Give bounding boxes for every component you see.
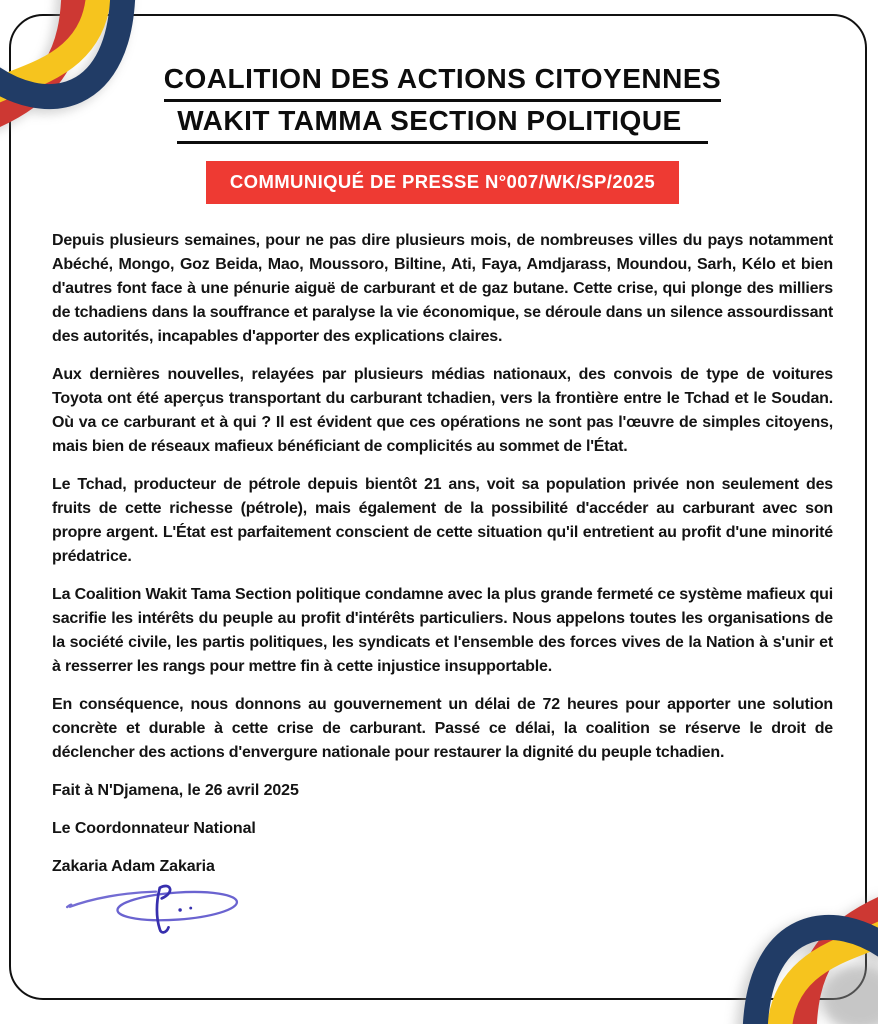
document-content <box>11 16 865 937</box>
paragraph-4: La Coalition Wakit Tama Section politique condamne avec la plus grande fermeté ce système mafieux qui sacrifie les intérêts du peuple au profit d'intérêts particuliers. Nous appelons toutes les organisations de la société civile, les partis politiques, les syndicats et l'ensemble des forces vives de la Nation à s'unir et à resserrer les rangs pour mettre fin à cette injustice insupportable. <box>52 586 833 675</box>
signatory-title: Le Coordonnateur National <box>52 820 256 837</box>
press-release-number-banner: COMMUNIQUÉ DE PRESSE N°007/WK/SP/2025 <box>206 161 679 204</box>
document-body <box>52 229 833 765</box>
paragraph-5: En conséquence, nous donnons au gouvernement un délai de 72 heures pour apporter une solution concrète et durable à cette crise de carburant. Passé ce délai, la coalition se réserve le droit de déclencher des actions d'envergure nationale pour restaurer la dignité du peuple tchadien. <box>52 696 833 761</box>
paragraph-3: Le Tchad, producteur de pétrole depuis bientôt 21 ans, voit sa population privée non seulement des fruits de cette richesse (pétrole), mais également de la possibilité d'accéder au carburant avec son propre argent. L'État est parfaitement conscient de cette situation qu'il entretient au profit d'une minorité prédatrice. <box>52 476 833 565</box>
title-line-2: WAKIT TAMMA SECTION POLITIQUE <box>177 102 707 144</box>
signatory-name: Zakaria Adam Zakaria <box>52 858 215 875</box>
paragraph-1: Depuis plusieurs semaines, pour ne pas dire plusieurs mois, de nombreuses villes du pays notamment Abéché, Mongo, Goz Beida, Mao, Moussoro, Biltine, Ati, Faya, Amdjarass, Moundou, Sarh, Kélo et bien d'autres font face à une pénurie aiguë de carburant et de gaz butane. Cette crise, qui plonge des milliers de tchadiens dans la souffrance et paralyse la vie économique, se déroule dans un silence assourdissant des autorités, incapables d'apporter des explications claires. <box>52 232 833 345</box>
handwritten-signature-icon <box>62 881 248 937</box>
title-line-1: COALITION DES ACTIONS CITOYENNES <box>164 60 721 102</box>
document-title <box>52 60 833 144</box>
place-date-line: Fait à N'Djamena, le 26 avril 2025 <box>52 782 299 799</box>
paragraph-2: Aux dernières nouvelles, relayées par plusieurs médias nationaux, des convois de type de voitures Toyota ont été aperçus transportant du carburant tchadien, vers la frontière entre le Tchad et le Soudan. Où va ce carburant et à qui ? Il est évident que ces opérations ne sont pas l'œuvre de simples citoyens, mais bien de réseaux mafieux bénéficiant de complicités au sommet de l'État. <box>52 366 833 455</box>
press-release-card <box>9 14 867 1000</box>
